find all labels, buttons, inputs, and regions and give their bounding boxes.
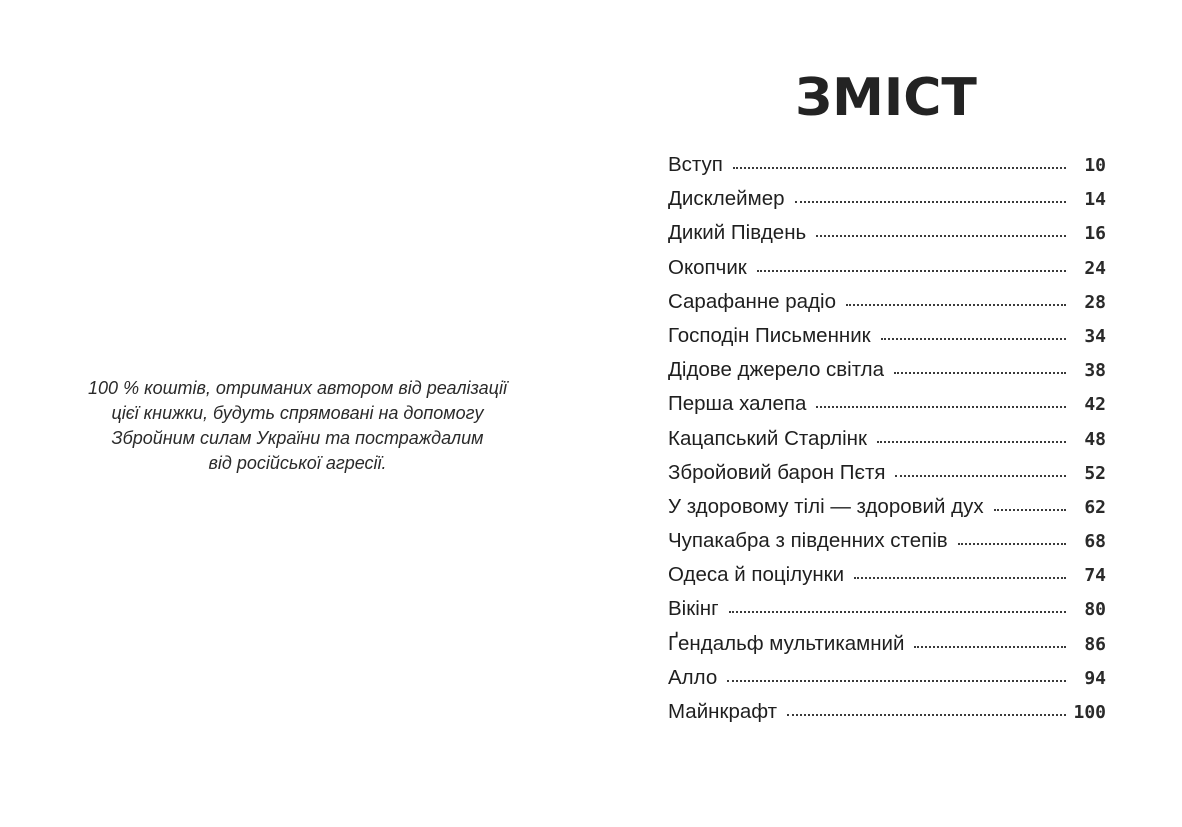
- dot-leader: [895, 475, 1066, 477]
- toc-entry-page: 68: [1084, 531, 1106, 553]
- toc-entry-page: 94: [1084, 667, 1106, 689]
- toc-entry[interactable]: [668, 324, 1106, 358]
- dot-leader: [816, 406, 1066, 408]
- toc-entry[interactable]: [668, 256, 1106, 290]
- toc-entry[interactable]: [668, 563, 1106, 597]
- toc-entry-label: Дикий Південь: [668, 221, 807, 245]
- toc-entry-page: 16: [1084, 223, 1106, 245]
- dot-leader: [877, 441, 1066, 443]
- toc-entry[interactable]: [668, 632, 1106, 666]
- toc-entry-page: 86: [1084, 633, 1106, 655]
- toc-entry[interactable]: [668, 187, 1106, 221]
- toc-entry-page: 74: [1084, 565, 1106, 587]
- note-line: від російської агресії.: [208, 453, 387, 473]
- dot-leader: [881, 338, 1066, 340]
- toc-entry-label: Майнкрафт: [668, 700, 778, 723]
- toc-entry[interactable]: [668, 290, 1106, 324]
- toc-entry-label: Збройовий барон Пєтя: [668, 460, 886, 484]
- toc-entry-label: Кацапський Старлінк: [668, 426, 867, 450]
- dot-leader: [894, 372, 1066, 374]
- dot-leader: [757, 270, 1066, 272]
- toc-entry-label: Вступ: [668, 153, 723, 176]
- donation-note: [60, 376, 535, 476]
- right-page: [591, 0, 1182, 827]
- dot-leader: [795, 201, 1067, 203]
- toc-entry-page: 24: [1084, 257, 1106, 279]
- dot-leader: [854, 577, 1066, 579]
- toc-entry-label: Вікінг: [668, 597, 719, 621]
- toc-entry-label: Одеса й поцілунки: [668, 563, 845, 587]
- toc-entry-page: 38: [1084, 360, 1106, 382]
- note-line: 100 % коштів, отриманих автором від реалізації: [88, 378, 507, 398]
- dot-leader: [733, 167, 1066, 169]
- toc-entry-page: 42: [1084, 394, 1106, 416]
- toc-entry-page: 10: [1084, 155, 1106, 176]
- dot-leader: [787, 714, 1066, 716]
- toc-entry[interactable]: [668, 700, 1106, 734]
- dot-leader: [816, 235, 1066, 237]
- toc-list: [668, 153, 1106, 734]
- toc-entry-label: Ґендальф мультикамний: [668, 631, 905, 655]
- note-line: цієї книжки, будуть спрямовані на допомогу: [111, 403, 484, 423]
- toc-entry-label: Перша халепа: [668, 392, 807, 416]
- dot-leader: [846, 304, 1066, 306]
- toc-entry-label: Алло: [668, 665, 718, 689]
- note-line: Збройним силам України та постраждалим: [111, 428, 484, 448]
- toc-entry[interactable]: [668, 392, 1106, 426]
- toc-entry-page: 48: [1084, 428, 1106, 450]
- toc-entry-page: 80: [1084, 599, 1106, 621]
- toc-entry[interactable]: [668, 221, 1106, 255]
- toc-entry[interactable]: [668, 666, 1106, 700]
- toc-entry-label: Дисклеймер: [668, 187, 785, 211]
- toc-entry-label: Дідове джерело світла: [668, 358, 885, 382]
- toc-entry[interactable]: [668, 529, 1106, 563]
- toc-entry[interactable]: [668, 358, 1106, 392]
- toc-entry-page: 34: [1084, 325, 1106, 347]
- toc-entry[interactable]: [668, 495, 1106, 529]
- dot-leader: [729, 611, 1066, 613]
- toc-entry[interactable]: [668, 427, 1106, 461]
- toc-entry[interactable]: [668, 597, 1106, 631]
- toc-entry-page: 14: [1084, 189, 1106, 211]
- toc-entry-page: 28: [1084, 291, 1106, 313]
- toc-title: ЗМІСТ: [795, 68, 977, 128]
- toc-entry-page: 62: [1084, 496, 1106, 518]
- dot-leader: [914, 646, 1066, 648]
- toc-entry-label: У здоровому тілі — здоровий дух: [668, 494, 984, 518]
- toc-entry-page: 100: [1073, 702, 1106, 723]
- toc-entry-label: Господін Письменник: [668, 323, 871, 347]
- toc-entry-label: Окопчик: [668, 255, 747, 279]
- dot-leader: [727, 680, 1066, 682]
- toc-entry-page: 52: [1084, 462, 1106, 484]
- toc-entry-label: Сарафанне радіо: [668, 289, 836, 313]
- dot-leader: [994, 509, 1066, 511]
- toc-entry[interactable]: [668, 461, 1106, 495]
- toc-entry-label: Чупакабра з південних степів: [668, 529, 948, 553]
- toc-entry[interactable]: [668, 153, 1106, 187]
- dot-leader: [958, 543, 1066, 545]
